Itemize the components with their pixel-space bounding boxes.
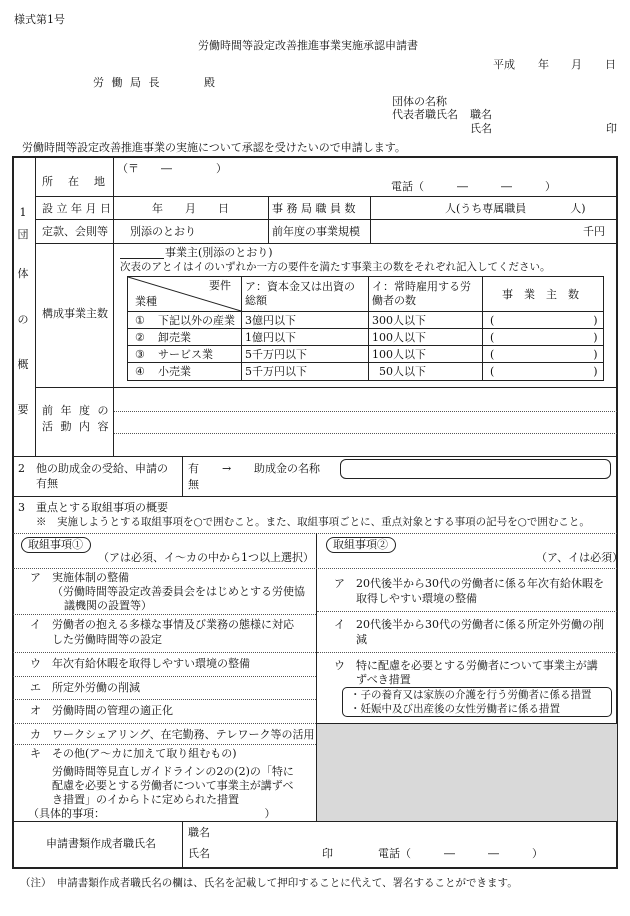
shaded-blank-area: [317, 723, 617, 821]
right-a-line1: 20代後半から30代の労働者に係る年次有給休暇を: [356, 577, 604, 590]
phone-field[interactable]: 電話（ ― ― ）: [391, 180, 556, 193]
right-u-line1: 特に配慮を必要とする労働者について事業主が講: [356, 659, 598, 672]
left-i-line1: 労働者の抱える多様な事情及び業務の態様に対応: [52, 618, 294, 631]
left-ki-line1: その他(ア～カに加えて取り組むもの): [52, 747, 237, 760]
section3-heading: 3 重点とする取組事項の概要: [18, 501, 168, 514]
preparer-name-label: 氏名: [188, 847, 210, 860]
members-line2: 次表のアとイはイのいずれか一方の要件を満たす事業主の数をそれぞれ記入してください。: [120, 261, 551, 273]
section1-vlabel-4: 概: [17, 358, 29, 371]
preparer-label: 申請書類作成者職氏名: [46, 837, 156, 850]
arrow-icon: →: [222, 462, 232, 475]
right-i-key[interactable]: イ: [334, 618, 345, 631]
page-title: 労働時間等設定改善推進事業実施承認申請書: [198, 39, 418, 52]
scale-value[interactable]: 千円: [583, 225, 605, 238]
section2-number: 2: [18, 462, 25, 475]
left-o-line1: 労働時間の管理の適正化: [52, 704, 173, 717]
date-month: 月: [571, 58, 582, 71]
right-u-line2: ずべき措置: [356, 673, 411, 686]
preparer-title-label: 職名: [188, 826, 210, 839]
row2-no: ②: [135, 331, 145, 344]
section1-vlabel-3: の: [17, 313, 29, 326]
row2-industry: 卸売業: [158, 331, 191, 344]
form-number: 様式第1号: [14, 13, 65, 26]
preparer-phone-field[interactable]: 電話（ ― ― ）: [378, 847, 543, 860]
activity-label-1: 前 年 度 の: [42, 404, 111, 417]
left-ki-detail-field[interactable]: （具体的事項： ）: [28, 807, 276, 820]
section2-label-1: 他の助成金の受給、申請の: [36, 462, 168, 475]
row3-industry: サービス業: [158, 348, 213, 361]
row4-count[interactable]: ( ): [490, 365, 598, 378]
established-value[interactable]: 年 月 日: [152, 202, 229, 215]
rep-name-label: 氏名: [470, 122, 492, 135]
right-item-title[interactable]: 取組事項②: [333, 538, 388, 551]
bylaws-label: 定款、会則等: [42, 225, 108, 238]
right-u-sub1: ・子の養育又は家族の介護を行う労働者に係る措置: [350, 689, 592, 701]
right-a-key[interactable]: ア: [334, 577, 345, 590]
row1-capital: 3億円以下: [245, 314, 296, 327]
row1-count[interactable]: ( ): [490, 314, 598, 327]
left-item-title[interactable]: 取組事項①: [28, 538, 83, 551]
address-label: 所 在 地: [42, 175, 107, 188]
left-ki-line4: き措置」のイからトに定められた措置: [52, 793, 239, 806]
bylaws-value: 別添のとおり: [130, 225, 196, 238]
right-a-line2: 取得しやすい環境の整備: [356, 592, 477, 605]
section1-number: 1: [19, 206, 27, 219]
right-item-subtitle: （ア、イは必須）: [536, 551, 624, 564]
row1-no: ①: [135, 314, 145, 327]
date-year: 年: [538, 58, 549, 71]
row2-count[interactable]: ( ): [490, 331, 598, 344]
left-ka-key[interactable]: カ: [30, 728, 41, 741]
grant-name-label: 助成金の名称: [254, 462, 320, 475]
row3-count[interactable]: ( ): [490, 348, 598, 361]
section1-vlabel-5: 要: [17, 403, 29, 416]
section1-vlabel-1: 団: [17, 228, 29, 241]
section2-label-2: 有無: [36, 477, 58, 490]
left-a-line2: （労働時間等設定改善委員会をはじめとする労使協: [52, 585, 305, 598]
org-name-label: 団体の名称: [392, 95, 447, 108]
row4-industry: 小売業: [158, 365, 191, 378]
activity-field[interactable]: [114, 390, 617, 455]
left-ki-line3: 配慮を必要とする労働者について事業主が講ずべ: [52, 779, 294, 792]
right-u-sub2: ・妊娠中及び出産後の女性労働者に係る措置: [350, 703, 560, 715]
addressee-name: 労 働 局 長: [93, 76, 162, 89]
grant-name-input[interactable]: [340, 459, 611, 479]
table-col-capital: ア：資本金又は出資の総額: [245, 280, 355, 307]
row4-capital: 5千万円以下: [245, 365, 307, 378]
staff-value[interactable]: 人(うち専属職員 人): [445, 202, 586, 215]
left-e-key[interactable]: エ: [30, 681, 41, 694]
row1-workers: 300人以下: [372, 314, 426, 327]
section3-note: ※ 実施しようとする取組事項を○で囲むこと。また、取組事項ごとに、重点対象とする事項の記号を○で囲むこと。: [36, 516, 590, 528]
postal-code-field[interactable]: （〒 ― ）: [117, 162, 227, 175]
left-u-line1: 年次有給休暇を取得しやすい環境の整備: [52, 657, 250, 670]
left-u-key[interactable]: ウ: [30, 657, 41, 670]
row3-capital: 5千万円以下: [245, 348, 307, 361]
rep-title-label: 職名: [470, 108, 492, 121]
table-col-workers: イ：常時雇用する労働者の数: [372, 280, 471, 307]
row3-no: ③: [135, 348, 145, 361]
footnote: （注） 申請書類作成者職氏名の欄は、氏名を記載して押印することに代えて、署名することができます。: [20, 877, 518, 889]
left-a-key[interactable]: ア: [30, 571, 41, 584]
preparer-seal: 印: [322, 847, 333, 860]
row2-workers: 100人以下: [372, 331, 426, 344]
row2-capital: 1億円以下: [245, 331, 296, 344]
grant-no-option[interactable]: 無: [188, 478, 199, 491]
left-i-key[interactable]: イ: [30, 618, 41, 631]
right-i-line1: 20代後半から30代の労働者に係る所定外労働の削: [356, 618, 604, 631]
scale-label: 前年度の事業規模: [272, 225, 360, 238]
members-line1: 事業主(別添のとおり): [165, 246, 273, 259]
rep-seal: 印: [606, 122, 617, 135]
staff-label: 事 務 局 職 員 数: [272, 202, 356, 215]
rep-label: 代表者職氏名: [392, 108, 458, 121]
date-day: 日: [605, 58, 616, 71]
table-corner-bottom: 業種: [135, 295, 157, 308]
row3-workers: 100人以下: [372, 348, 426, 361]
table-corner-top: 要件: [209, 279, 231, 292]
addressee-honorific: 殿: [204, 76, 215, 89]
left-a-line3: 議機関の設置等）: [64, 599, 152, 612]
row4-workers: 50人以下: [379, 365, 426, 378]
row4-no: ④: [135, 365, 145, 378]
date-era: 平成: [493, 58, 515, 71]
left-ki-line2: 労働時間等見直しガイドラインの2の(2)の「特に: [52, 765, 294, 778]
members-label: 構成事業主数: [42, 307, 108, 320]
right-i-line2: 減: [356, 633, 367, 646]
left-i-line2: した労働時間等の設定: [52, 633, 162, 646]
left-a-line1: 実施体制の整備: [52, 571, 129, 584]
right-u-key[interactable]: ウ: [334, 659, 345, 672]
section1-vlabel-2: 体: [17, 267, 29, 280]
grant-yes-option[interactable]: 有: [188, 462, 199, 475]
left-item-subtitle: （アは必須、イ～カの中から1つ以上選択）: [98, 551, 314, 564]
intro-text: 労働時間等設定改善推進事業の実施について承認を受けたいので申請します。: [22, 141, 406, 154]
left-ki-key[interactable]: キ: [30, 747, 41, 760]
left-e-line1: 所定外労働の削減: [52, 681, 140, 694]
left-o-key[interactable]: オ: [30, 704, 41, 717]
activity-label-2: 活 動 内 容: [42, 420, 111, 433]
table-col-count: 事 業 主 数: [502, 288, 579, 301]
established-label: 設 立 年 月 日: [42, 202, 111, 215]
left-ka-line1: ワークシェアリング、在宅勤務、テレワーク等の活用: [52, 728, 315, 741]
row1-industry: 下記以外の産業: [158, 314, 235, 327]
